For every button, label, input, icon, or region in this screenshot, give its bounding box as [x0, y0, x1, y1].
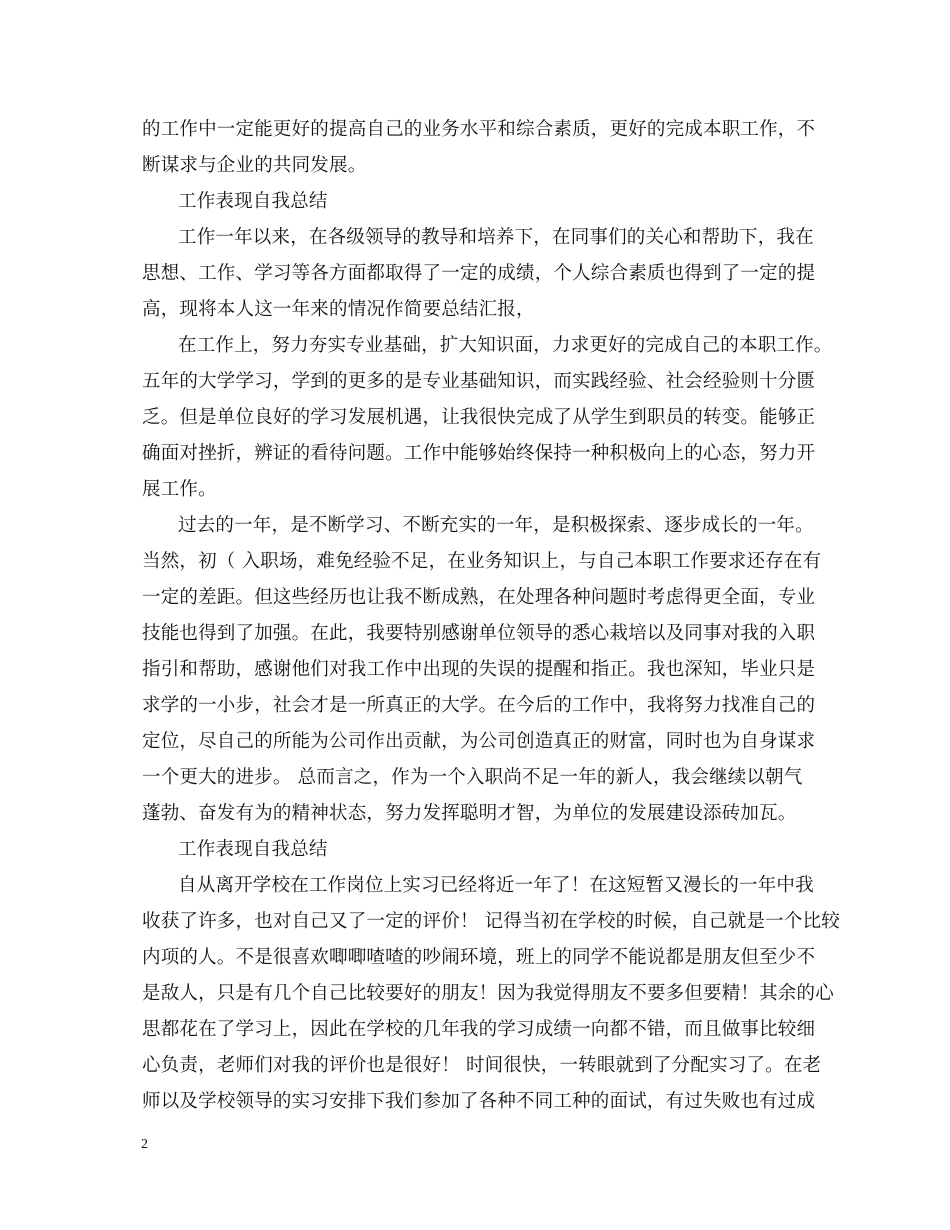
text-line: 过去的一年，是不断学习、不断充实的一年，是积极探索、逐步成长的一年。: [178, 515, 814, 536]
section-heading: 工作表现自我总结: [178, 191, 328, 212]
text-line: 自从离开学校在工作岗位上实习已经将近一年了！在这短暂又漫长的一年中我: [178, 875, 814, 896]
text-line: 五年的大学学习，学到的更多的是专业基础知识，而实践经验、社会经验则十分匮: [142, 371, 816, 392]
page-number: 2: [141, 1137, 148, 1152]
text-line: 内项的人。不是很喜欢唧唧喳喳的吵闹环境，班上的同学不能说都是朋友但至少不: [142, 947, 816, 968]
text-line: 展工作。: [142, 479, 217, 500]
text-line: 断谋求与企业的共同发展。: [142, 155, 367, 176]
text-line: 工作一年以来，在各级领导的教导和培养下，在同事们的关心和帮助下，我在: [178, 227, 814, 248]
text-line: 师以及学校领导的实习安排下我们参加了各种不同工种的面试，有过失败也有过成: [142, 1091, 816, 1112]
text-line: 一个更大的进步。 总而言之，作为一个入职尚不足一年的新人，我会继续以朝气: [142, 767, 803, 788]
text-line: 当然，初（ 入职场，难免经验不足，在业务知识上，与自己本职工作要求还存在有: [142, 551, 822, 572]
text-line: 的工作中一定能更好的提高自己的业务水平和综合素质，更好的完成本职工作，不: [142, 119, 816, 140]
text-line: 思都花在了学习上，因此在学校的几年我的学习成绩一向都不错，而且做事比较细: [142, 1019, 816, 1040]
text-line: 一定的差距。但这些经历也让我不断成熟，在处理各种问题时考虑得更全面，专业: [142, 587, 816, 608]
text-line: 是敌人，只是有几个自己比较要好的朋友！因为我觉得朋友不要多但要精！其余的心: [142, 983, 834, 1004]
text-line: 蓬勃、奋发有为的精神状态，努力发挥聪明才智，为单位的发展建设添砖加瓦。: [142, 803, 797, 824]
section-heading: 工作表现自我总结: [178, 839, 328, 860]
text-line: 确面对挫折，辨证的看待问题。工作中能够始终保持一种积极向上的心态，努力开: [142, 443, 816, 464]
text-line: 求学的一小步，社会才是一所真正的大学。在今后的工作中，我将努力找准自己的: [142, 695, 816, 716]
text-line: 收获了许多，也对自己又了一定的评价！ 记得当初在学校的时候，自己就是一个比较: [142, 911, 840, 932]
text-line: 高，现将本人这一年来的情况作简要总结汇报，: [142, 299, 535, 320]
text-line: 定位，尽自己的所能为公司作出贡献，为公司创造真正的财富，同时也为自身谋求: [142, 731, 816, 752]
text-line: 指引和帮助，感谢他们对我工作中出现的失误的提醒和指正。我也深知，毕业只是: [142, 659, 816, 680]
text-line: 乏。但是单位良好的学习发展机遇，让我很快完成了从学生到职员的转变。能够正: [142, 407, 816, 428]
text-line: 心负责，老师们对我的评价也是很好！ 时间很快，一转眼就到了分配实习了。在老: [142, 1055, 822, 1076]
text-line: 在工作上，努力夯实专业基础，扩大知识面，力求更好的完成自己的本职工作。: [178, 335, 833, 356]
text-line: 思想、工作、学习等各方面都取得了一定的成绩，个人综合素质也得到了一定的提: [142, 263, 816, 284]
text-line: 技能也得到了加强。在此，我要特别感谢单位领导的悉心栽培以及同事对我的入职: [142, 623, 816, 644]
